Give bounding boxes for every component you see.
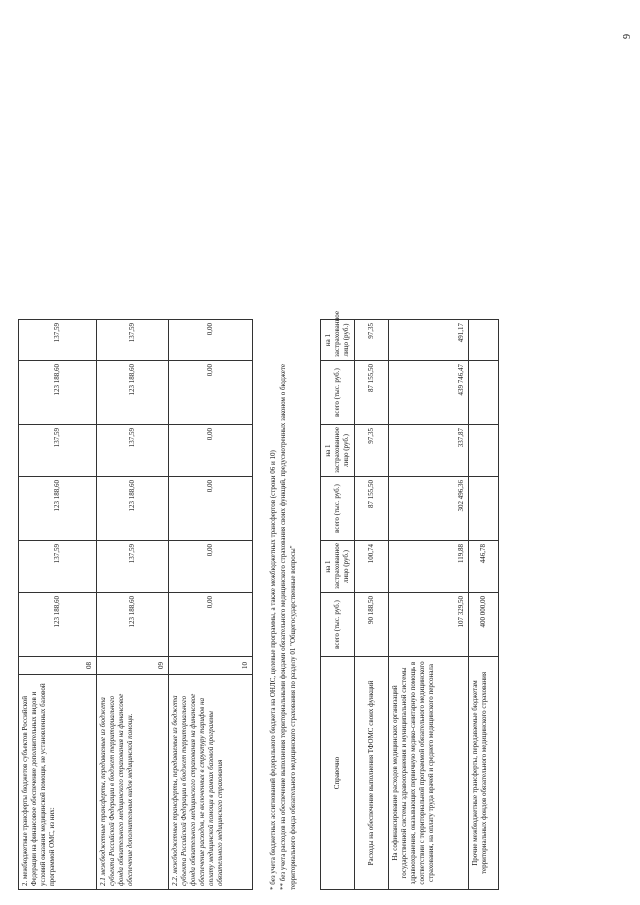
row-code: 10 — [169, 657, 253, 675]
cell-value — [469, 320, 499, 361]
cell-value: 400 000,00 — [469, 593, 499, 657]
row-label: Расходы на обеспечение выполнения ТФОМС своих функций — [355, 657, 389, 890]
cell-value: 446,78 — [469, 541, 499, 593]
cell-value: 0,00 — [169, 477, 253, 541]
footnote-3: территориального фонда обязательного медицинского страхования по разделу 01 "Общегосударственные вопросы" — [289, 545, 297, 890]
cell-value: 123 188,60 — [19, 361, 97, 425]
cell-value: 123 188,60 — [19, 593, 97, 657]
row-label: Прочие межбюджетные трансферты, передаваемые бюджетам территориальных фондов обязательного медицинского страхования — [469, 657, 499, 890]
cell-value: 491,17 — [389, 320, 469, 361]
table-row — [19, 320, 97, 890]
table-header-row — [321, 320, 355, 890]
cell-value: 87 155,50 — [355, 477, 389, 541]
row-code: 08 — [19, 657, 97, 675]
cell-value: 107 329,50 — [389, 593, 469, 657]
cell-value: 0,00 — [169, 425, 253, 477]
header-col: всего (тыс. руб.) — [321, 593, 355, 657]
cell-value: 439 746,47 — [389, 361, 469, 425]
table-row — [355, 320, 389, 890]
cell-value: 137,59 — [97, 425, 169, 477]
cell-value: 137,59 — [97, 541, 169, 593]
top-table — [18, 319, 253, 890]
row-code: 09 — [97, 657, 169, 675]
header-label: Справочно — [321, 657, 355, 890]
page-number: 9 — [622, 34, 633, 39]
cell-value: 137,59 — [19, 425, 97, 477]
header-col: на 1 застрахованное лицо (руб.) — [321, 425, 355, 477]
cell-value: 0,00 — [169, 593, 253, 657]
cell-value: 87 155,50 — [355, 361, 389, 425]
cell-value: 337,87 — [389, 425, 469, 477]
cell-value: 90 188,50 — [355, 593, 389, 657]
row-label: 2. межбюджетные трансферты бюджетов субъектов Российской Федерации на финансовое обеспечение дополнительных видов и условий оказания медицинской помощи, не установленных базовой программой ОМС, из них: — [19, 675, 97, 890]
cell-value: 97,35 — [355, 425, 389, 477]
header-col: всего (тыс. руб.) — [321, 361, 355, 425]
header-col: всего (тыс. руб.) — [321, 477, 355, 541]
footnote-1: * без учета бюджетных ассигнований федерального бюджета на ОНЛС, целевые программы, а также межбюджетных трансфертов (строки 06 и 10) — [269, 450, 277, 890]
row-label: На софинансирование расходов медицинских организаций государственной системы здравоохранения и муниципальной системы здравоохранения, оказывающих первичную медико-санитарную помощь в соответствии с территориальной программой обязательного медицинского страхования, на оплату труда врачей и среднего медицинского персонала — [389, 657, 469, 890]
header-col: на 1 застрахованное лицо (руб.) — [321, 320, 355, 361]
cell-value: 123 188,60 — [97, 361, 169, 425]
reference-table — [320, 311, 499, 890]
cell-value: 0,00 — [169, 361, 253, 425]
cell-value: 123 188,60 — [97, 477, 169, 541]
cell-value: 137,59 — [19, 320, 97, 361]
table-row — [97, 320, 169, 890]
cell-value — [469, 477, 499, 541]
cell-value: 137,59 — [97, 320, 169, 361]
cell-value: 123 188,60 — [97, 593, 169, 657]
cell-value: 0,00 — [169, 541, 253, 593]
table-row — [389, 320, 469, 890]
cell-value — [469, 361, 499, 425]
table-row — [169, 320, 253, 890]
cell-value: 137,59 — [19, 541, 97, 593]
cell-value — [469, 425, 499, 477]
footnote-2: ** без учета расходов на обеспечение выполнения территориальными фондами обязательного медицинского страхования своих функций, предусмотренных законом о бюджете — [279, 364, 287, 890]
cell-value: 97,35 — [355, 320, 389, 361]
cell-value: 123 188,60 — [19, 477, 97, 541]
cell-value: 100,74 — [355, 541, 389, 593]
row-label: 2.2. межбюджетные трансферты, передаваемые из бюджета субъекта Российской Федерации в бюджет территориального фонда обязательного медицинского страхования на финансовое обеспечение расходов, не включенных в структуру тарифов на оплату медицинской помощи в рамках базовой программы обязательного медицинского страхования — [169, 675, 253, 890]
cell-value: 302 496,36 — [389, 477, 469, 541]
footnotes — [268, 10, 298, 890]
cell-value: 119,88 — [389, 541, 469, 593]
row-label: 2.1 межбюджетные трансферты, передаваемые из бюджета субъекта Российской Федерации в бюджет территориального фонда обязательного медицинского страхования на финансовое обеспечение дополнительных видов медицинской помощи. — [97, 675, 169, 890]
cell-value: 0,00 — [169, 320, 253, 361]
header-col: на 1 застрахованное лицо (руб.) — [321, 541, 355, 593]
table-row — [469, 320, 499, 890]
